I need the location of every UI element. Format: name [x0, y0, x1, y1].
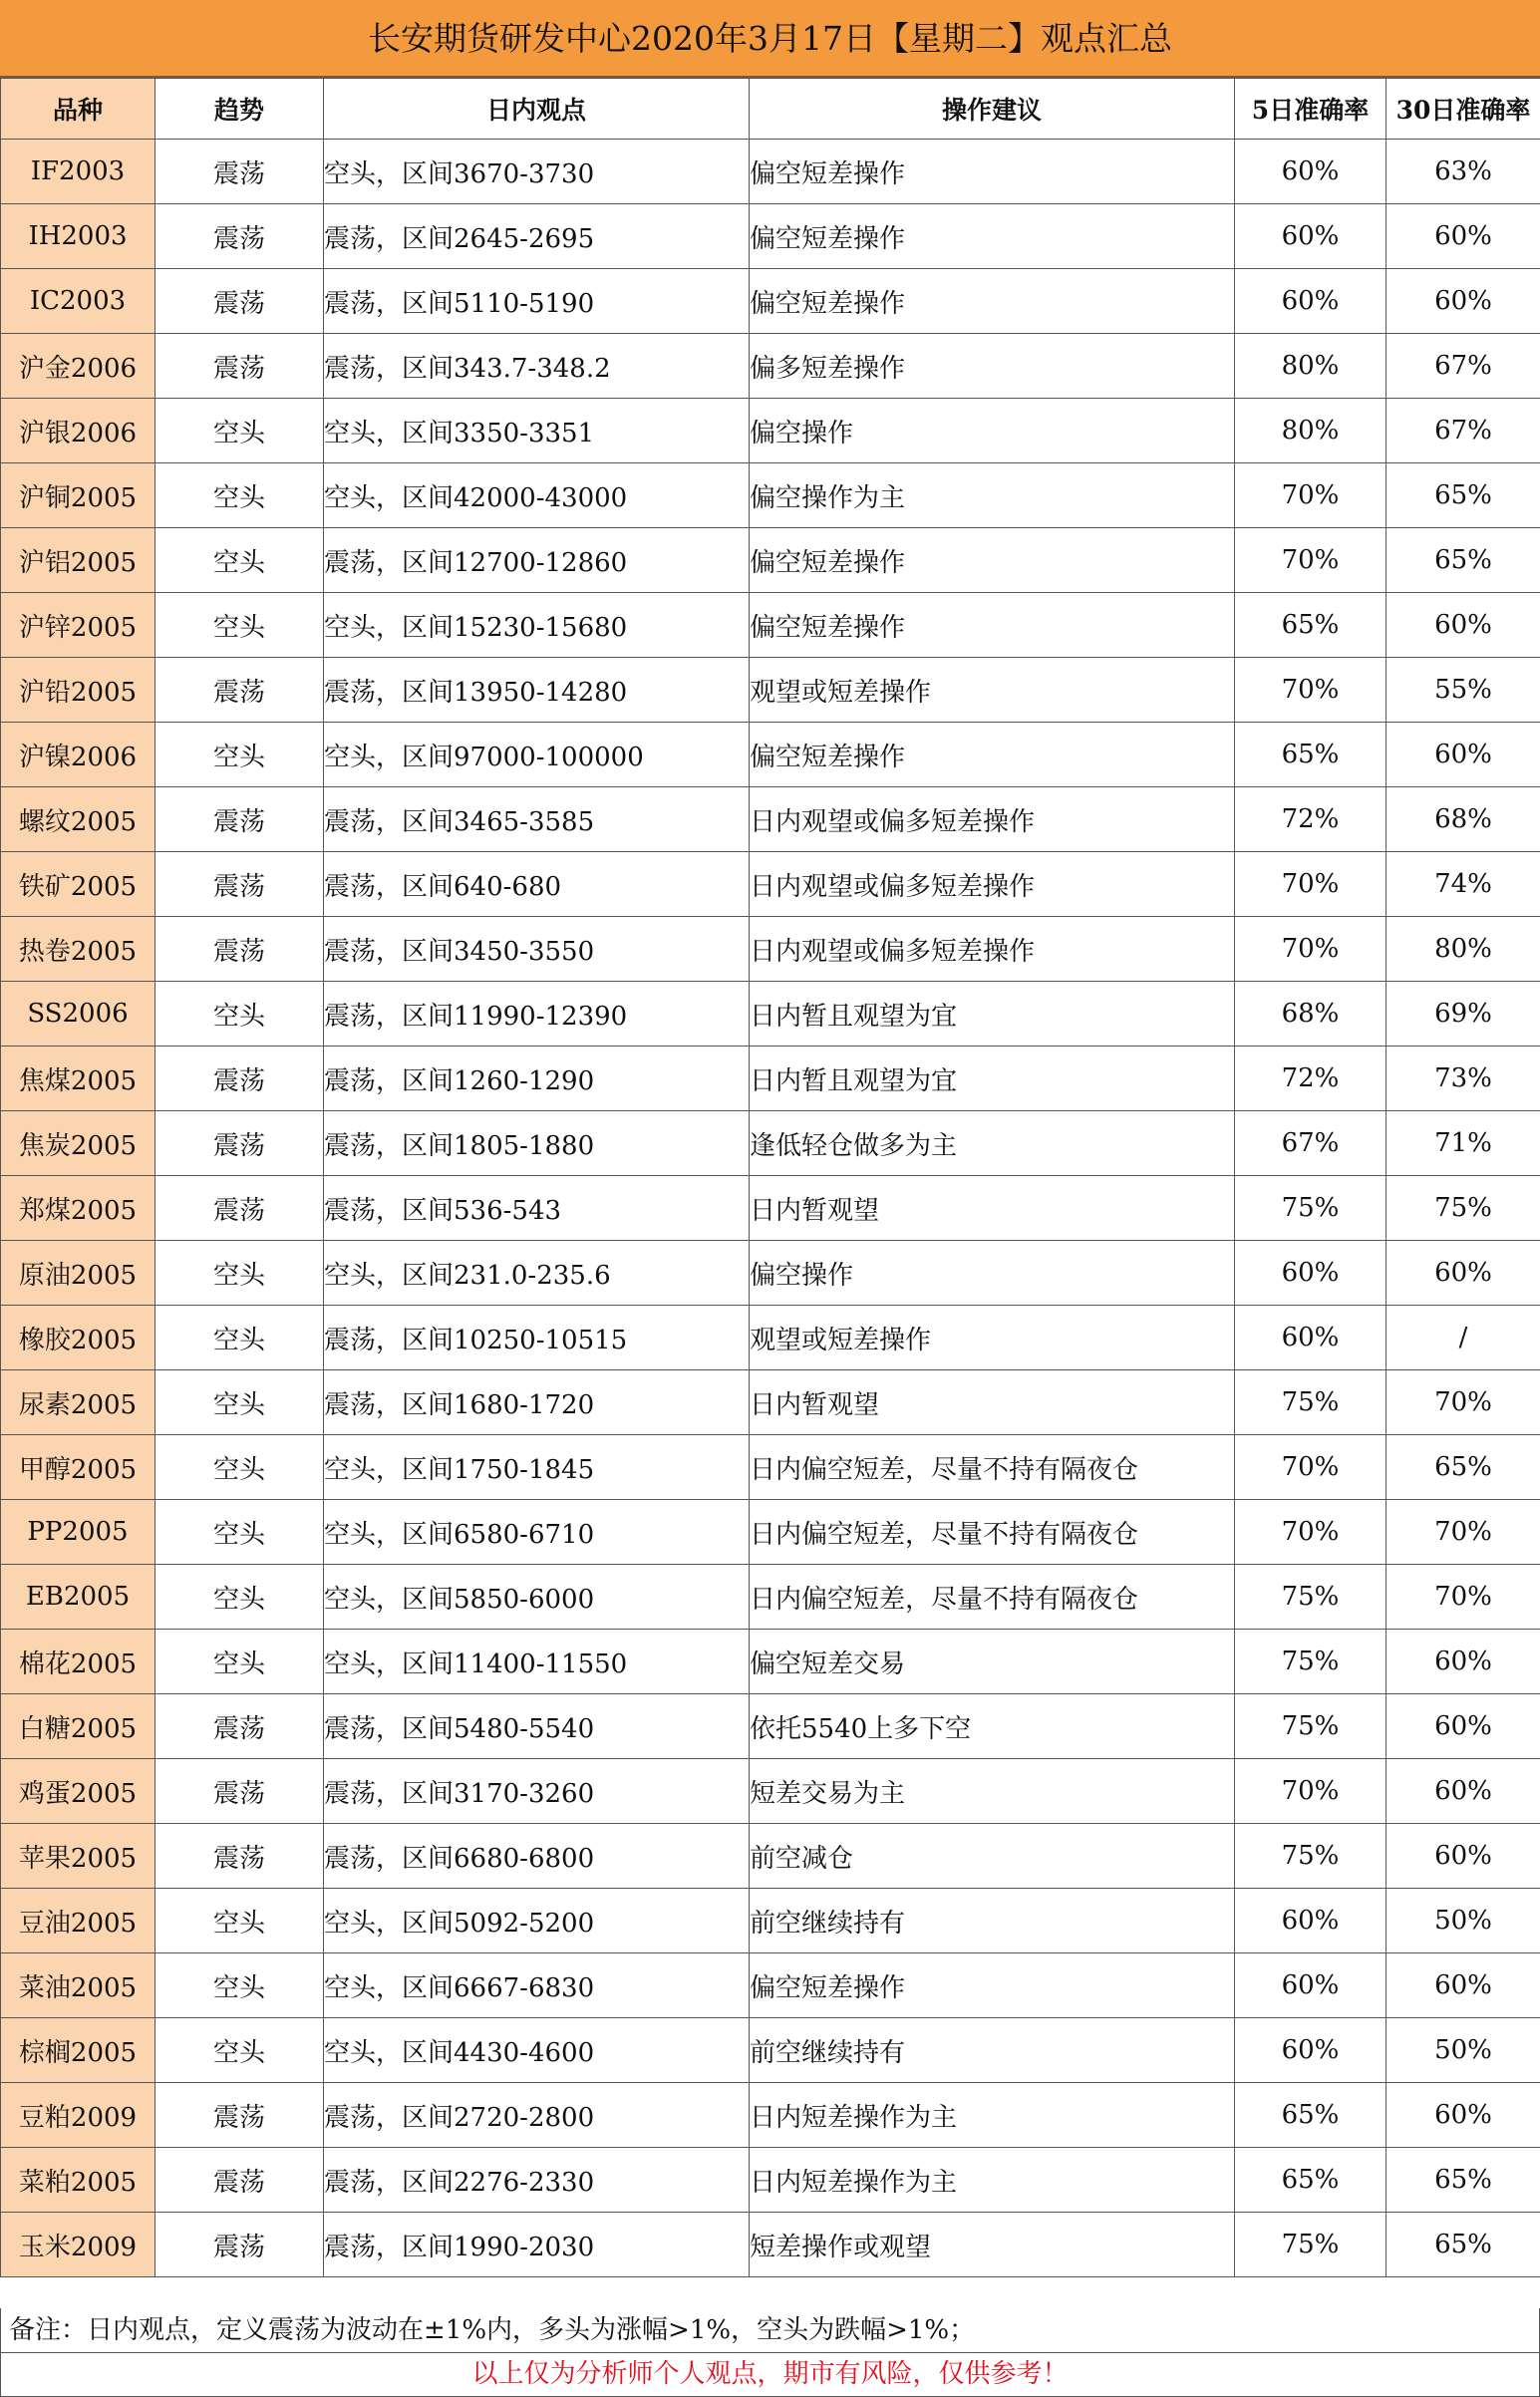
cell-intraday-view: 空头，区间4430-4600 — [324, 2018, 750, 2083]
cell-variety: 沪铜2005 — [1, 463, 155, 528]
cell-acc30: 50% — [1386, 1889, 1540, 1953]
cell-advice: 日内观望或偏多短差操作 — [750, 917, 1235, 982]
cell-variety: 焦炭2005 — [1, 1111, 155, 1176]
cell-variety: IC2003 — [1, 269, 155, 334]
cell-acc5: 65% — [1235, 2083, 1386, 2148]
cell-acc30: 74% — [1386, 852, 1540, 917]
table-row — [1, 1047, 1540, 1111]
cell-advice: 偏空短差操作 — [750, 1953, 1235, 2018]
cell-advice: 前空继续持有 — [750, 2018, 1235, 2083]
cell-acc30: 70% — [1386, 1370, 1540, 1435]
cell-acc5: 60% — [1235, 1953, 1386, 2018]
cell-acc5: 67% — [1235, 1111, 1386, 1176]
cell-intraday-view: 震荡，区间6680-6800 — [324, 1824, 750, 1889]
table-row — [1, 2083, 1540, 2148]
cell-variety: 沪银2006 — [1, 399, 155, 463]
table-row — [1, 1824, 1540, 1889]
table-row — [1, 982, 1540, 1047]
cell-trend: 震荡 — [155, 658, 324, 723]
cell-variety: 尿素2005 — [1, 1370, 155, 1435]
cell-intraday-view: 震荡，区间5110-5190 — [324, 269, 750, 334]
cell-trend: 空头 — [155, 1241, 324, 1306]
cell-acc30: 65% — [1386, 463, 1540, 528]
cell-advice: 观望或短差操作 — [750, 658, 1235, 723]
cell-acc5: 75% — [1235, 1176, 1386, 1241]
cell-acc30: 60% — [1386, 1241, 1540, 1306]
cell-variety: 玉米2009 — [1, 2213, 155, 2277]
cell-trend: 震荡 — [155, 1176, 324, 1241]
cell-variety: 热卷2005 — [1, 917, 155, 982]
cell-advice: 偏空操作 — [750, 399, 1235, 463]
cell-intraday-view: 震荡，区间1805-1880 — [324, 1111, 750, 1176]
table-row — [1, 723, 1540, 787]
table-row — [1, 399, 1540, 463]
cell-advice: 日内偏空短差，尽量不持有隔夜仓 — [750, 1500, 1235, 1565]
table-row — [1, 593, 1540, 658]
cell-advice: 偏多短差操作 — [750, 334, 1235, 399]
cell-acc5: 60% — [1235, 1306, 1386, 1370]
cell-trend: 空头 — [155, 593, 324, 658]
cell-intraday-view: 空头，区间15230-15680 — [324, 593, 750, 658]
table-row — [1, 204, 1540, 269]
cell-acc30: 60% — [1386, 593, 1540, 658]
table-row — [1, 1111, 1540, 1176]
cell-acc30: 68% — [1386, 787, 1540, 852]
cell-acc5: 70% — [1235, 463, 1386, 528]
cell-intraday-view: 震荡，区间2645-2695 — [324, 204, 750, 269]
cell-acc5: 75% — [1235, 1630, 1386, 1694]
cell-trend: 空头 — [155, 723, 324, 787]
cell-trend: 震荡 — [155, 269, 324, 334]
cell-trend: 空头 — [155, 1889, 324, 1953]
cell-advice: 偏空短差操作 — [750, 269, 1235, 334]
cell-intraday-view: 震荡，区间3465-3585 — [324, 787, 750, 852]
cell-advice: 日内观望或偏多短差操作 — [750, 852, 1235, 917]
cell-trend: 震荡 — [155, 1694, 324, 1759]
table-row — [1, 2213, 1540, 2277]
cell-acc5: 75% — [1235, 1694, 1386, 1759]
cell-acc30: 60% — [1386, 1694, 1540, 1759]
cell-acc30: 60% — [1386, 269, 1540, 334]
cell-intraday-view: 震荡，区间10250-10515 — [324, 1306, 750, 1370]
cell-acc30: 60% — [1386, 2083, 1540, 2148]
cell-acc5: 80% — [1235, 399, 1386, 463]
cell-intraday-view: 震荡，区间1680-1720 — [324, 1370, 750, 1435]
cell-advice: 观望或短差操作 — [750, 1306, 1235, 1370]
cell-advice: 逢低轻仓做多为主 — [750, 1111, 1235, 1176]
cell-trend: 震荡 — [155, 1047, 324, 1111]
cell-acc5: 65% — [1235, 593, 1386, 658]
cell-advice: 偏空短差操作 — [750, 204, 1235, 269]
cell-acc30: 63% — [1386, 140, 1540, 204]
cell-advice: 日内短差操作为主 — [750, 2148, 1235, 2213]
table-row — [1, 1759, 1540, 1824]
cell-variety: 焦煤2005 — [1, 1047, 155, 1111]
table-row — [1, 1176, 1540, 1241]
cell-variety: 苹果2005 — [1, 1824, 155, 1889]
cell-acc30: 75% — [1386, 1176, 1540, 1241]
cell-advice: 前空继续持有 — [750, 1889, 1235, 1953]
cell-advice: 偏空短差操作 — [750, 528, 1235, 593]
cell-advice: 日内偏空短差，尽量不持有隔夜仓 — [750, 1565, 1235, 1630]
cell-trend: 震荡 — [155, 2213, 324, 2277]
table-row — [1, 658, 1540, 723]
cell-acc5: 75% — [1235, 1370, 1386, 1435]
cell-acc30: 65% — [1386, 2213, 1540, 2277]
cell-intraday-view: 空头，区间3350-3351 — [324, 399, 750, 463]
cell-trend: 震荡 — [155, 917, 324, 982]
cell-intraday-view: 震荡，区间1260-1290 — [324, 1047, 750, 1111]
cell-acc5: 70% — [1235, 1759, 1386, 1824]
cell-trend: 空头 — [155, 463, 324, 528]
cell-acc30: 67% — [1386, 334, 1540, 399]
cell-acc30: 69% — [1386, 982, 1540, 1047]
table-row — [1, 787, 1540, 852]
cell-acc5: 60% — [1235, 204, 1386, 269]
cell-intraday-view: 空头，区间11400-11550 — [324, 1630, 750, 1694]
cell-acc5: 68% — [1235, 982, 1386, 1047]
cell-acc5: 75% — [1235, 1824, 1386, 1889]
cell-variety: 白糖2005 — [1, 1694, 155, 1759]
header-acc5: 5日准确率 — [1235, 79, 1386, 140]
table-row — [1, 1435, 1540, 1500]
cell-acc30: 60% — [1386, 1953, 1540, 2018]
cell-acc30: 50% — [1386, 2018, 1540, 2083]
cell-acc5: 60% — [1235, 2018, 1386, 2083]
cell-intraday-view: 震荡，区间2276-2330 — [324, 2148, 750, 2213]
cell-intraday-view: 空头，区间1750-1845 — [324, 1435, 750, 1500]
table-row — [1, 1306, 1540, 1370]
cell-acc30: 80% — [1386, 917, 1540, 982]
table-row — [1, 1889, 1540, 1953]
cell-advice: 前空减仓 — [750, 1824, 1235, 1889]
header-trend: 趋势 — [155, 79, 324, 140]
cell-acc30: 60% — [1386, 1630, 1540, 1694]
disclaimer: 以上仅为分析师个人观点，期市有风险，仅供参考！ — [0, 2353, 1540, 2397]
header-intraday-view: 日内观点 — [324, 79, 750, 140]
sheet-title: 长安期货研发中心2020年3月17日【星期二】观点汇总 — [0, 0, 1540, 78]
cell-advice: 偏空操作 — [750, 1241, 1235, 1306]
cell-intraday-view: 震荡，区间343.7-348.2 — [324, 334, 750, 399]
cell-acc5: 72% — [1235, 787, 1386, 852]
cell-trend: 震荡 — [155, 1759, 324, 1824]
table-row — [1, 140, 1540, 204]
cell-variety: 鸡蛋2005 — [1, 1759, 155, 1824]
cell-variety: 沪金2006 — [1, 334, 155, 399]
cell-acc5: 65% — [1235, 2148, 1386, 2213]
table-row — [1, 852, 1540, 917]
table-row — [1, 463, 1540, 528]
cell-variety: 沪锌2005 — [1, 593, 155, 658]
cell-acc5: 80% — [1235, 334, 1386, 399]
cell-intraday-view: 震荡，区间3170-3260 — [324, 1759, 750, 1824]
cell-acc5: 75% — [1235, 1565, 1386, 1630]
cell-variety: 沪铅2005 — [1, 658, 155, 723]
cell-trend: 震荡 — [155, 140, 324, 204]
header-acc30: 30日准确率 — [1386, 79, 1540, 140]
cell-variety: EB2005 — [1, 1565, 155, 1630]
cell-trend: 空头 — [155, 1306, 324, 1370]
cell-acc5: 65% — [1235, 723, 1386, 787]
table-row — [1, 1500, 1540, 1565]
cell-intraday-view: 空头，区间42000-43000 — [324, 463, 750, 528]
cell-acc30: 70% — [1386, 1565, 1540, 1630]
cell-acc30: 60% — [1386, 1759, 1540, 1824]
cell-advice: 日内观望或偏多短差操作 — [750, 787, 1235, 852]
cell-acc5: 60% — [1235, 140, 1386, 204]
table-row — [1, 1370, 1540, 1435]
cell-intraday-view: 震荡，区间536-543 — [324, 1176, 750, 1241]
cell-acc5: 70% — [1235, 1435, 1386, 1500]
cell-acc5: 60% — [1235, 1889, 1386, 1953]
cell-acc5: 60% — [1235, 1241, 1386, 1306]
cell-advice: 偏空短差操作 — [750, 723, 1235, 787]
cell-trend: 空头 — [155, 2018, 324, 2083]
cell-variety: 棉花2005 — [1, 1630, 155, 1694]
cell-advice: 日内暂观望 — [750, 1176, 1235, 1241]
cell-acc30: 73% — [1386, 1047, 1540, 1111]
cell-acc5: 70% — [1235, 917, 1386, 982]
cell-trend: 震荡 — [155, 2083, 324, 2148]
cell-acc5: 70% — [1235, 852, 1386, 917]
table-row — [1, 1565, 1540, 1630]
cell-advice: 短差操作或观望 — [750, 2213, 1235, 2277]
cell-advice: 偏空短差交易 — [750, 1630, 1235, 1694]
cell-acc30: 67% — [1386, 399, 1540, 463]
table-row — [1, 1630, 1540, 1694]
cell-acc30: 71% — [1386, 1111, 1540, 1176]
cell-intraday-view: 震荡，区间11990-12390 — [324, 982, 750, 1047]
cell-acc30: 60% — [1386, 204, 1540, 269]
cell-advice: 偏空短差操作 — [750, 593, 1235, 658]
cell-trend: 空头 — [155, 1435, 324, 1500]
cell-variety: 螺纹2005 — [1, 787, 155, 852]
cell-intraday-view: 震荡，区间1990-2030 — [324, 2213, 750, 2277]
table-row — [1, 1241, 1540, 1306]
cell-variety: 甲醇2005 — [1, 1435, 155, 1500]
table-row — [1, 528, 1540, 593]
cell-trend: 震荡 — [155, 2148, 324, 2213]
cell-acc5: 72% — [1235, 1047, 1386, 1111]
cell-variety: 铁矿2005 — [1, 852, 155, 917]
cell-trend: 震荡 — [155, 787, 324, 852]
cell-trend: 空头 — [155, 1370, 324, 1435]
cell-acc5: 70% — [1235, 658, 1386, 723]
cell-acc30: 70% — [1386, 1500, 1540, 1565]
cell-trend: 震荡 — [155, 334, 324, 399]
table-row — [1, 269, 1540, 334]
table-header-row — [1, 79, 1540, 140]
cell-intraday-view: 震荡，区间12700-12860 — [324, 528, 750, 593]
cell-intraday-view: 空头，区间6580-6710 — [324, 1500, 750, 1565]
cell-trend: 空头 — [155, 1565, 324, 1630]
cell-variety: 豆油2005 — [1, 1889, 155, 1953]
cell-trend: 震荡 — [155, 852, 324, 917]
table-row — [1, 2018, 1540, 2083]
cell-variety: 豆粕2009 — [1, 2083, 155, 2148]
cell-acc30: / — [1386, 1306, 1540, 1370]
cell-intraday-view: 震荡，区间5480-5540 — [324, 1694, 750, 1759]
cell-variety: PP2005 — [1, 1500, 155, 1565]
cell-variety: 棕榈2005 — [1, 2018, 155, 2083]
footnote: 备注：日内观点，定义震荡为波动在±1%内，多头为涨幅>1%，空头为跌幅>1%； — [0, 2308, 1540, 2353]
cell-intraday-view: 空头，区间6667-6830 — [324, 1953, 750, 2018]
cell-advice: 偏空操作为主 — [750, 463, 1235, 528]
cell-trend: 空头 — [155, 399, 324, 463]
cell-intraday-view: 震荡，区间3450-3550 — [324, 917, 750, 982]
cell-trend: 震荡 — [155, 204, 324, 269]
cell-acc5: 70% — [1235, 1500, 1386, 1565]
cell-advice: 短差交易为主 — [750, 1759, 1235, 1824]
cell-variety: 沪铝2005 — [1, 528, 155, 593]
cell-advice: 日内短差操作为主 — [750, 2083, 1235, 2148]
cell-intraday-view: 空头，区间3670-3730 — [324, 140, 750, 204]
cell-trend: 空头 — [155, 1953, 324, 2018]
cell-variety: 原油2005 — [1, 1241, 155, 1306]
cell-advice: 日内暂且观望为宜 — [750, 982, 1235, 1047]
cell-intraday-view: 空头，区间97000-100000 — [324, 723, 750, 787]
cell-intraday-view: 震荡，区间2720-2800 — [324, 2083, 750, 2148]
cell-advice: 偏空短差操作 — [750, 140, 1235, 204]
cell-acc30: 65% — [1386, 1435, 1540, 1500]
cell-advice: 日内暂且观望为宜 — [750, 1047, 1235, 1111]
cell-trend: 空头 — [155, 528, 324, 593]
cell-variety: 沪镍2006 — [1, 723, 155, 787]
cell-acc5: 60% — [1235, 269, 1386, 334]
cell-acc5: 70% — [1235, 528, 1386, 593]
outlook-table — [0, 78, 1540, 2277]
table-row — [1, 917, 1540, 982]
cell-variety: 橡胶2005 — [1, 1306, 155, 1370]
table-row — [1, 2148, 1540, 2213]
cell-acc5: 75% — [1235, 2213, 1386, 2277]
cell-variety: SS2006 — [1, 982, 155, 1047]
cell-variety: 菜粕2005 — [1, 2148, 155, 2213]
cell-acc30: 55% — [1386, 658, 1540, 723]
cell-variety: IH2003 — [1, 204, 155, 269]
table-row — [1, 334, 1540, 399]
cell-advice: 日内偏空短差，尽量不持有隔夜仓 — [750, 1435, 1235, 1500]
cell-trend: 空头 — [155, 1500, 324, 1565]
cell-variety: 郑煤2005 — [1, 1176, 155, 1241]
cell-trend: 空头 — [155, 1630, 324, 1694]
cell-advice: 日内暂观望 — [750, 1370, 1235, 1435]
cell-variety: IF2003 — [1, 140, 155, 204]
header-advice: 操作建议 — [750, 79, 1235, 140]
cell-acc30: 65% — [1386, 528, 1540, 593]
cell-trend: 震荡 — [155, 1111, 324, 1176]
cell-intraday-view: 空头，区间5850-6000 — [324, 1565, 750, 1630]
cell-trend: 震荡 — [155, 1824, 324, 1889]
table-row — [1, 1953, 1540, 2018]
cell-acc30: 60% — [1386, 723, 1540, 787]
cell-intraday-view: 震荡，区间640-680 — [324, 852, 750, 917]
cell-intraday-view: 空头，区间231.0-235.6 — [324, 1241, 750, 1306]
cell-advice: 依托5540上多下空 — [750, 1694, 1235, 1759]
cell-acc30: 65% — [1386, 2148, 1540, 2213]
table-row — [1, 1694, 1540, 1759]
header-variety: 品种 — [1, 79, 155, 140]
cell-variety: 菜油2005 — [1, 1953, 155, 2018]
cell-trend: 空头 — [155, 982, 324, 1047]
cell-acc30: 60% — [1386, 1824, 1540, 1889]
cell-intraday-view: 震荡，区间13950-14280 — [324, 658, 750, 723]
cell-intraday-view: 空头，区间5092-5200 — [324, 1889, 750, 1953]
